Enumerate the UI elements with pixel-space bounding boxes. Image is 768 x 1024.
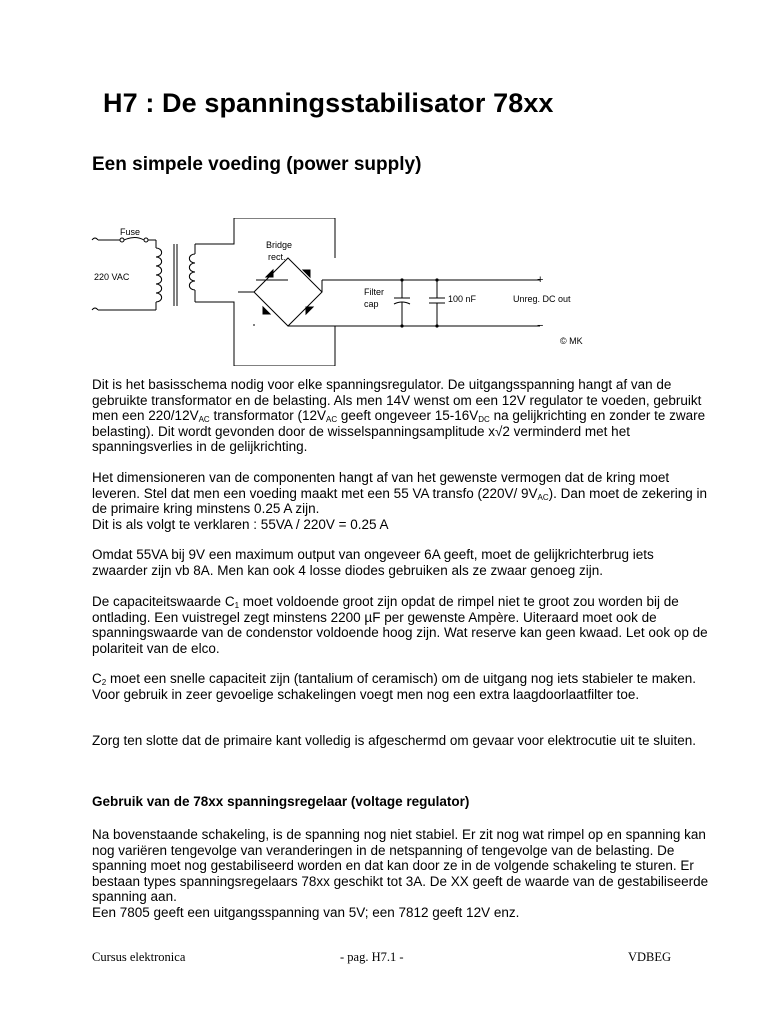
text-run: moet een snelle capaciteit zijn (tantalium of ceramisch) om de uitgang nog iets stabieler te maken. Voor gebruik in zeer gevoelige schakelingen voegt men nog een extra laagdoorlaatfilter toe. xyxy=(92,671,697,702)
paragraph-shielding: Zorg ten slotte dat de primaire kant volledig is afgeschermd om gevaar voor elektrocutie uit te sluiten. xyxy=(92,733,697,748)
footer-right: VDBEG xyxy=(628,950,672,964)
vac-label: 220 VAC xyxy=(94,272,130,282)
subscript: AC xyxy=(326,415,338,424)
paragraph-bridge-rating: Omdat 55VA bij 9V een maximum output van ongeveer 6A geeft, moet de gelijkrichterbrug iets zwaarder zijn vb 8A. Men kan ook 4 losse diodes gebruiken als ze zwaar genoeg zijn. xyxy=(92,547,654,578)
text-run: Een 7805 geeft een uitgangsspanning van 5V; een 7812 geeft 12V enz. xyxy=(92,904,520,920)
paragraph-capacitor-c1 xyxy=(92,594,712,656)
plus-sign: + xyxy=(537,274,544,286)
text-run: De capaciteitswaarde C xyxy=(92,594,235,609)
text-run: transformator (12V xyxy=(209,408,327,423)
paragraph-regulator xyxy=(92,827,712,920)
footer-page-number: - pag. H7.1 - xyxy=(340,950,404,964)
bridge-label-1: Bridge xyxy=(266,240,293,250)
paragraph-dimensioning xyxy=(92,470,712,532)
minus-sign: − xyxy=(537,320,544,332)
text-run: Dit is het basisschema nodig voor elke spanningsregulator. De uitgangsspanning hangt af van de gebruikte transformator en de belasting. Als men 14V wenst om een 12V regulator te voeden, gebruikt men een 220/12V xyxy=(92,377,702,423)
filter-label-2: cap xyxy=(364,299,379,309)
subscript: AC xyxy=(198,415,210,424)
section-heading-regulator: Gebruik van de 78xx spanningsregelaar (voltage regulator) xyxy=(92,794,470,809)
text-run: moet voldoende groot zijn opdat de rimpel niet te groot zou worden bij de ontlading. Een vuistregel zegt minstens 2200 µF per gewenste Ampère. Uiteraard moet ook de spanningswaarde van de condenstor voldoende hoog zijn. Wat reserve kan geen kwaad. Let ook op de polariteit van de elco. xyxy=(92,594,708,656)
paragraph-capacitor-c2 xyxy=(92,671,712,702)
text-run: Dit is als volgt te verklaren : 55VA / 220V = 0.25 A xyxy=(92,516,389,532)
section-subtitle: Een simpele voeding (power supply) xyxy=(92,154,422,175)
power-supply-schematic xyxy=(88,218,628,366)
subscript: DC xyxy=(478,415,490,424)
subscript: 1 xyxy=(234,601,240,610)
subscript: 2 xyxy=(101,678,107,687)
bridge-label-2: rect. xyxy=(268,252,286,262)
text-run: na gelijkrichting en zonder te zware belasting). Dit wordt gevonden door de wisselspanningsamplitude x√2 verminderd met het spanningsverlies in de gelijkrichting. xyxy=(92,408,706,454)
fuse-label: Fuse xyxy=(120,227,141,237)
filter-label-1: Filter xyxy=(364,287,384,297)
text-run: Het dimensioneren van de componenten hangt af van het gewenste vermogen dat de kring moet leveren. Stel dat men een voeding maakt met een 55 VA transfo (220V/ 9V xyxy=(92,470,670,501)
text-run: Na bovenstaande schakeling, is de spanning nog niet stabiel. Er zit nog wat rimpel op en spanning kan nog variëren tengevolge van veranderingen in de netspanning of tengevolge van de belasting. De spanning moet nog gestabiliseerd worden en dat kan door ze in de volgende schakeling te sturen. Er bestaan types spanningsregelaars 78xx geschikt tot 3A. De XX geeft de waarde van de gestabiliseerde spanning aan. xyxy=(92,827,709,904)
text-run: geeft ongeveer 15-16V xyxy=(337,408,479,423)
cap-label: 100 nF xyxy=(448,294,477,304)
footer-left: Cursus elektronica xyxy=(92,950,186,964)
author-mark: © MK xyxy=(560,336,583,346)
dc-out-label: Unreg. DC out xyxy=(513,294,571,304)
text-run: ). Dan moet de zekering in de primaire kring minstens 0.25 A zijn. xyxy=(92,485,707,516)
paragraph-basic-schema xyxy=(92,377,712,455)
page-title: H7 : De spanningsstabilisator 78xx xyxy=(103,88,554,118)
text-run: C xyxy=(92,671,102,686)
subscript: AC xyxy=(537,492,549,502)
